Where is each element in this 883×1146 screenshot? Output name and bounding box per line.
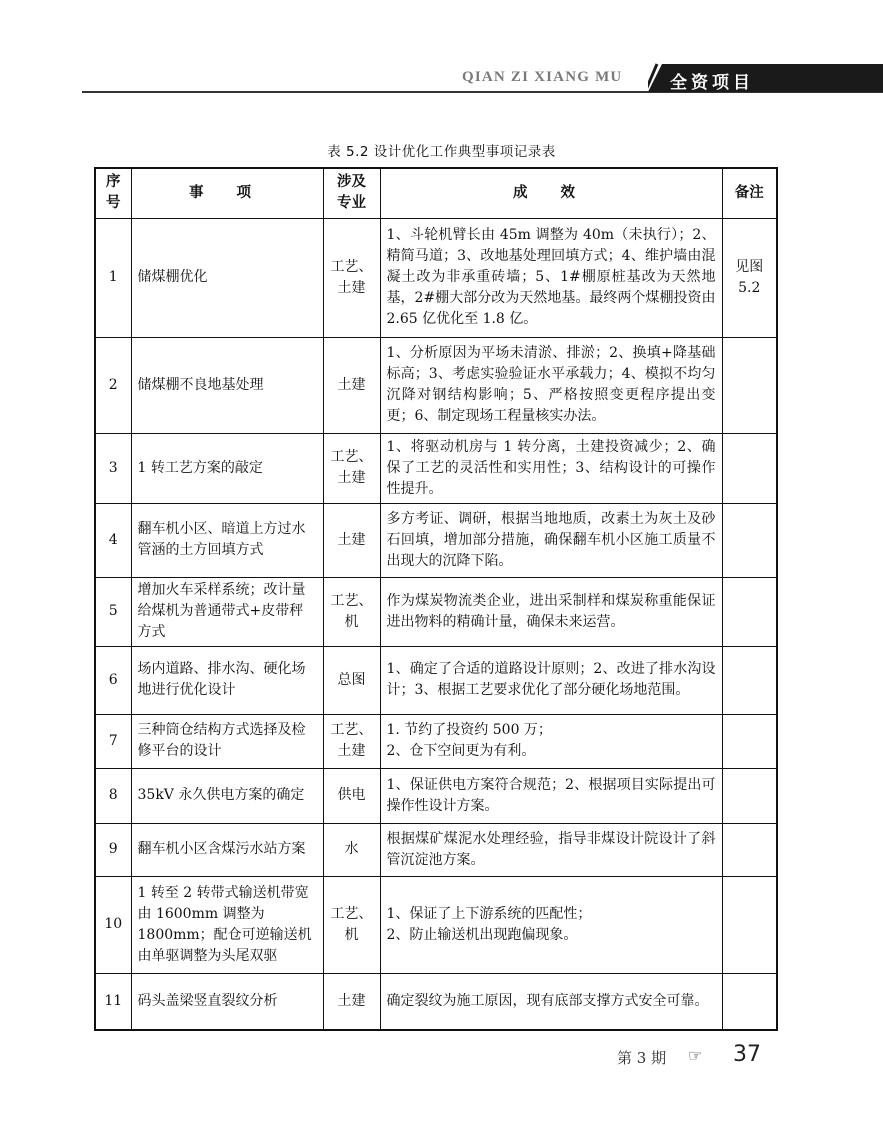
- row-no: 10: [95, 876, 131, 973]
- row-spec: 工艺、 土建: [323, 433, 380, 503]
- row-spec: 土建: [323, 973, 380, 1030]
- row-item: 1 转工艺方案的敲定: [131, 433, 323, 503]
- table-row: [95, 337, 777, 433]
- table-row: [95, 714, 777, 768]
- row-note: 见图 5.2: [722, 218, 777, 337]
- table-row: [95, 503, 777, 577]
- row-note: [722, 768, 777, 823]
- row-spec: 供电: [323, 768, 380, 823]
- row-no: 6: [95, 646, 131, 714]
- row-effect: 根据煤矿煤泥水处理经验，指导非煤设计院设计了斜管沉淀池方案。: [380, 823, 722, 876]
- row-item: 储煤棚优化: [131, 218, 323, 337]
- header-spec: 涉及 专业: [323, 168, 380, 218]
- row-note: [722, 973, 777, 1030]
- table-row: [95, 433, 777, 503]
- header-note: 备注: [722, 168, 777, 218]
- row-item: 35kV 永久供电方案的确定: [131, 768, 323, 823]
- table-row: [95, 218, 777, 337]
- row-no: 8: [95, 768, 131, 823]
- row-item: 码头盖梁竖直裂纹分析: [131, 973, 323, 1030]
- row-effect: 1. 节约了投资约 500 万； 2、仓下空间更为有利。: [380, 714, 722, 768]
- row-note: [722, 823, 777, 876]
- row-note: [722, 577, 777, 646]
- row-effect: 1、保证了上下游系统的匹配性； 2、防止输送机出现跑偏现象。: [380, 876, 722, 973]
- row-no: 5: [95, 577, 131, 646]
- row-no: 11: [95, 973, 131, 1030]
- row-no: 4: [95, 503, 131, 577]
- row-spec: 土建: [323, 503, 380, 577]
- row-note: [722, 433, 777, 503]
- row-note: [722, 646, 777, 714]
- row-item: 三种筒仓结构方式选择及检修平台的设计: [131, 714, 323, 768]
- row-effect: 1、保证供电方案符合规范；2、根据项目实际提出可操作性设计方案。: [380, 768, 722, 823]
- row-effect: 多方考证、调研，根据当地地质，改素土为灰土及砂石回填，增加部分措施，确保翻车机小区施工质量不出现大的沉降下陷。: [380, 503, 722, 577]
- row-item: 翻车机小区、暗道上方过水管涵的土方回填方式: [131, 503, 323, 577]
- table-caption: 表 5.2 设计优化工作典型事项记录表: [327, 144, 556, 160]
- header-item: 事 项: [131, 168, 323, 218]
- row-item: 翻车机小区含煤污水站方案: [131, 823, 323, 876]
- row-effect: 1、分析原因为平场未清淤、排淤；2、换填+降基础标高；3、考虑实验验证水平承载力；4、模拟不均匀沉降对钢结构影响；5、严格按照变更程序提出变更；6、制定现场工程量核实办法。: [380, 337, 722, 433]
- row-no: 1: [95, 218, 131, 337]
- row-note: [722, 337, 777, 433]
- row-spec: 工艺、 土建: [323, 218, 380, 337]
- table-row: [95, 876, 777, 973]
- issue-label: 第 3 期: [617, 1049, 667, 1067]
- row-no: 3: [95, 433, 131, 503]
- row-spec: 工艺、 机: [323, 876, 380, 973]
- row-effect: 确定裂纹为施工原因，现有底部支撑方式安全可靠。: [380, 973, 722, 1030]
- row-item: 场内道路、排水沟、硬化场地进行优化设计: [131, 646, 323, 714]
- row-no: 7: [95, 714, 131, 768]
- row-spec: 工艺、 机: [323, 577, 380, 646]
- running-title-cn: 全资项目: [670, 73, 754, 93]
- row-effect: 1、确定了合适的道路设计原则；2、改进了排水沟设计；3、根据工艺要求优化了部分硬化场地范围。: [380, 646, 722, 714]
- row-no: 9: [95, 823, 131, 876]
- row-spec: 水: [323, 823, 380, 876]
- header-no: 序 号: [95, 168, 131, 218]
- running-title-en: QIAN ZI XIANG MU: [462, 69, 623, 85]
- row-item: 储煤棚不良地基处理: [131, 337, 323, 433]
- row-spec: 土建: [323, 337, 380, 433]
- row-effect: 作为煤炭物流类企业，进出采制样和煤炭称重能保证进出物料的精确计量，确保未来运营。: [380, 577, 722, 646]
- row-spec: 工艺、 土建: [323, 714, 380, 768]
- page-number: 37: [733, 1042, 761, 1067]
- table-row: [95, 823, 777, 876]
- row-no: 2: [95, 337, 131, 433]
- row-item: 1 转至 2 转带式输送机带宽由 1600mm 调整为 1800mm；配仓可逆输送机由单驱调整为头尾双驱: [131, 876, 323, 973]
- row-note: [722, 714, 777, 768]
- table-row: [95, 577, 777, 646]
- row-spec: 总图: [323, 646, 380, 714]
- pointing-hand-icon: ☞: [688, 1046, 703, 1065]
- row-note: [722, 876, 777, 973]
- table-row: [95, 973, 777, 1030]
- table-row: [95, 646, 777, 714]
- header-row: [95, 168, 777, 218]
- row-effect: 1、将驱动机房与 1 转分离，土建投资减少；2、确保了工艺的灵活性和实用性；3、结构设计的可操作性提升。: [380, 433, 722, 503]
- row-item: 增加火车采样系统；改计量给煤机为普通带式+皮带秤方式: [131, 577, 323, 646]
- row-effect: 1、斗轮机臂长由 45m 调整为 40m（未执行）；2、精简马道；3、改地基处理回填方式；4、维护墙由混凝土改为非承重砖墙；5、1#棚原桩基改为天然地基，2#棚大部分改为天然地基。最终两个煤棚投资由 2.65 亿优化至 1.8 亿。: [380, 218, 722, 337]
- records-table: [94, 167, 778, 1031]
- header-effect: 成 效: [380, 168, 722, 218]
- row-note: [722, 503, 777, 577]
- table-row: [95, 768, 777, 823]
